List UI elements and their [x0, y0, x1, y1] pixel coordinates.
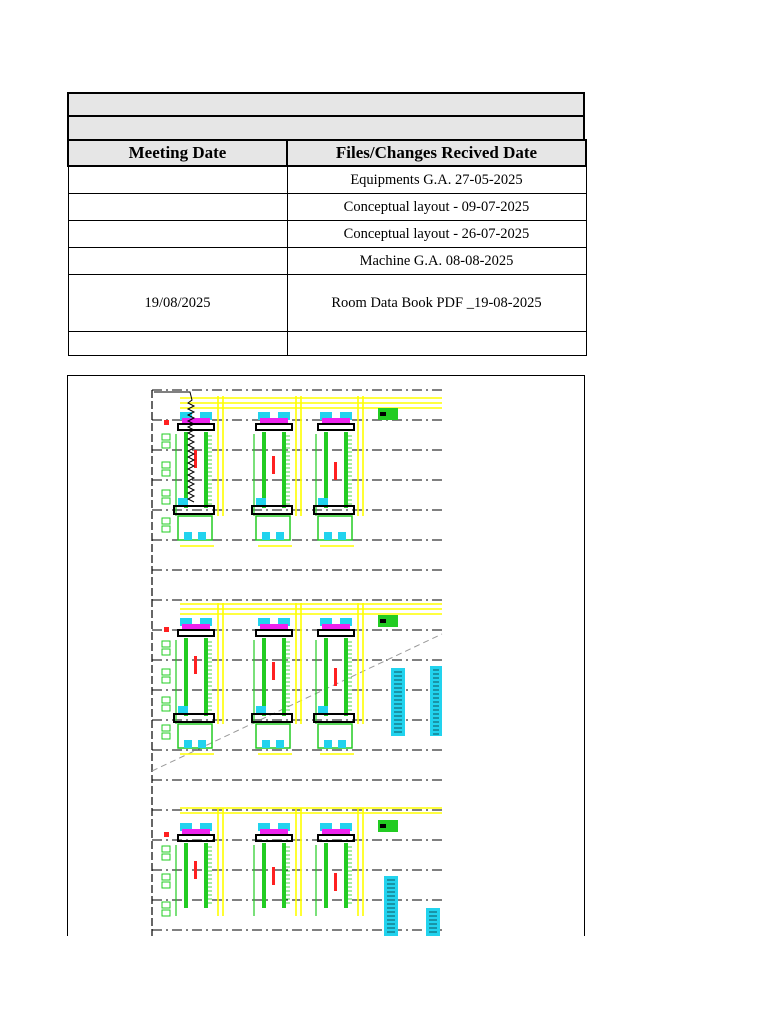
red-marker: [334, 668, 337, 686]
header-band-top: [67, 92, 585, 115]
small-symbol: [162, 490, 170, 496]
meeting-date-cell: [68, 248, 287, 275]
small-symbol: [162, 518, 170, 524]
equipment-layout-drawing: [68, 376, 584, 936]
equipment-cyan: [318, 706, 328, 714]
red-marker: [194, 450, 197, 468]
equipment-cyan: [178, 706, 188, 714]
files-changes-cell: Equipments G.A. 27-05-2025: [287, 166, 586, 194]
red-marker: [164, 832, 169, 837]
legend-symbol: [380, 824, 386, 828]
equipment-cyan: [198, 740, 206, 748]
equipment-cyan: [318, 498, 328, 506]
green-rail: [204, 638, 208, 716]
small-symbol: [162, 442, 170, 448]
equipment-cyan: [184, 740, 192, 748]
cyan-stack: [430, 666, 442, 736]
red-marker: [272, 867, 275, 885]
equipment-base: [178, 724, 212, 748]
legend-symbol: [380, 619, 386, 623]
red-marker: [194, 656, 197, 674]
meeting-date-cell: [68, 166, 287, 194]
column-header-files-changes: Files/Changes Recived Date: [287, 140, 586, 166]
green-rail: [344, 843, 348, 908]
equipment-base: [256, 724, 290, 748]
files-changes-cell: Conceptual layout - 09-07-2025: [287, 194, 586, 221]
small-symbol: [162, 733, 170, 739]
equipment-cyan: [338, 532, 346, 540]
meeting-date-cell: [68, 221, 287, 248]
small-symbol: [162, 725, 170, 731]
small-symbol: [162, 498, 170, 504]
small-symbol: [162, 526, 170, 532]
small-symbol: [162, 649, 170, 655]
equipment-cyan: [198, 532, 206, 540]
green-rail: [344, 432, 348, 508]
equipment-frame: [318, 630, 354, 636]
meeting-date-cell: 19/08/2025: [68, 275, 287, 332]
red-marker: [194, 861, 197, 879]
cyan-stack: [384, 876, 398, 936]
equipment-cyan: [262, 532, 270, 540]
green-rail: [282, 843, 286, 908]
layout-drawing-frame: [67, 375, 585, 936]
green-rail: [262, 432, 266, 508]
header-band-second: [67, 115, 585, 139]
equipment-cyan: [262, 740, 270, 748]
equipment-base: [318, 724, 352, 748]
equipment-cyan: [324, 740, 332, 748]
meeting-date-cell: [68, 332, 287, 356]
small-symbol: [162, 470, 170, 476]
red-marker: [164, 627, 169, 632]
green-rail: [204, 432, 208, 508]
green-rail: [184, 432, 188, 508]
equipment-cyan: [178, 498, 188, 506]
files-changes-cell: Machine G.A. 08-08-2025: [287, 248, 586, 275]
meeting-log-table: [67, 139, 587, 356]
green-rail: [324, 843, 328, 908]
equipment-frame: [178, 835, 214, 841]
column-header-meeting-date: Meeting Date: [68, 140, 287, 166]
red-marker: [272, 456, 275, 474]
equipment-base: [256, 516, 290, 540]
table-header-row: [68, 140, 586, 166]
small-symbol: [162, 677, 170, 683]
small-symbol: [162, 641, 170, 647]
green-rail: [282, 432, 286, 508]
green-rail: [282, 638, 286, 716]
equipment-cyan: [256, 706, 266, 714]
small-symbol: [162, 882, 170, 888]
red-marker: [334, 462, 337, 480]
equipment-frame: [256, 835, 292, 841]
green-rail: [344, 638, 348, 716]
equipment-cyan: [276, 740, 284, 748]
meeting-date-cell: [68, 194, 287, 221]
cyan-stack: [391, 668, 405, 736]
equipment-frame: [256, 630, 292, 636]
red-marker: [164, 420, 169, 425]
small-symbol: [162, 902, 170, 908]
equipment-cyan: [324, 532, 332, 540]
equipment-base: [178, 516, 212, 540]
small-symbol: [162, 669, 170, 675]
green-rail: [324, 432, 328, 508]
equipment-cyan: [276, 532, 284, 540]
small-symbol: [162, 910, 170, 916]
table-row: [68, 194, 586, 221]
files-changes-cell: [287, 332, 586, 356]
table-row: [68, 248, 586, 275]
small-symbol: [162, 697, 170, 703]
files-changes-cell: Room Data Book PDF _19-08-2025: [287, 275, 586, 332]
green-rail: [262, 843, 266, 908]
small-symbol: [162, 434, 170, 440]
table-row: [68, 275, 586, 332]
red-marker: [334, 873, 337, 891]
green-rail: [324, 638, 328, 716]
equipment-frame: [256, 424, 292, 430]
table-row: [68, 166, 586, 194]
small-symbol: [162, 705, 170, 711]
small-symbol: [162, 874, 170, 880]
equipment-frame: [178, 424, 214, 430]
small-symbol: [162, 462, 170, 468]
equipment-frame: [318, 424, 354, 430]
green-rail: [184, 638, 188, 716]
green-rail: [204, 843, 208, 908]
equipment-cyan: [184, 532, 192, 540]
equipment-cyan: [256, 498, 266, 506]
equipment-cyan: [338, 740, 346, 748]
small-symbol: [162, 846, 170, 852]
equipment-base: [318, 516, 352, 540]
legend-symbol: [380, 412, 386, 416]
table-row: [68, 221, 586, 248]
small-symbol: [162, 854, 170, 860]
files-changes-cell: Conceptual layout - 26-07-2025: [287, 221, 586, 248]
green-rail: [184, 843, 188, 908]
meeting-log-sheet: [67, 92, 585, 356]
equipment-frame: [318, 835, 354, 841]
equipment-frame: [178, 630, 214, 636]
green-rail: [262, 638, 266, 716]
table-row: [68, 332, 586, 356]
red-marker: [272, 662, 275, 680]
